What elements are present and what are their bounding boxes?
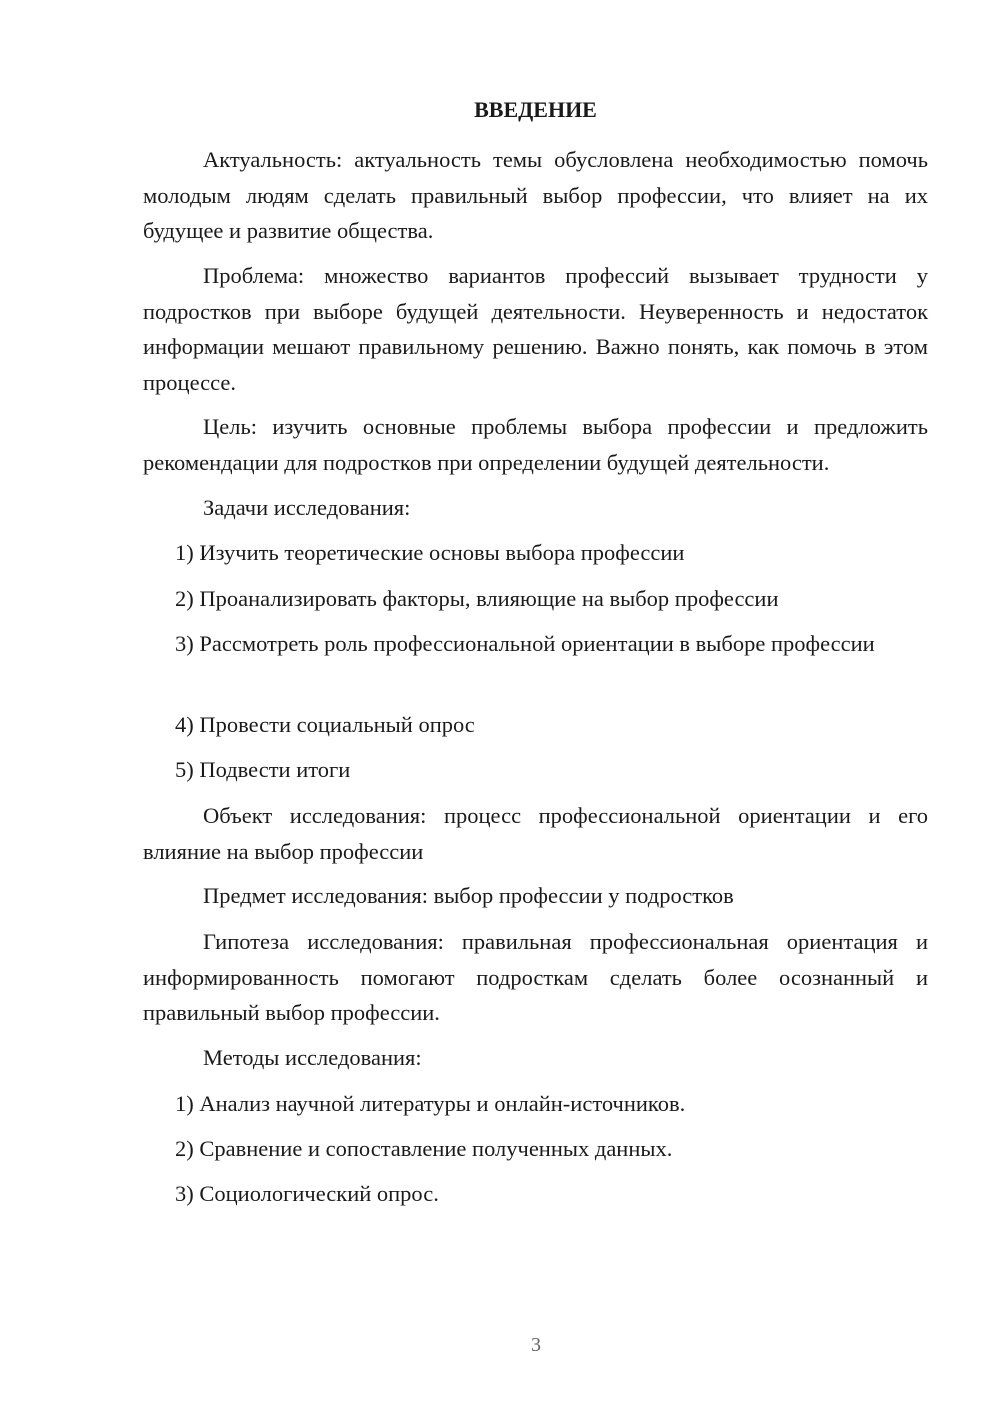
problem-paragraph: Проблема: множество вариантов профессий вызывает трудности у подростков при выборе будущей деятельности. Неуверенность и недостаток информации мешают правильному решению. Важно понять, как помочь в этом процессе. bbox=[143, 263, 928, 395]
relevance-paragraph: Актуальность: актуальность темы обусловлена необходимостью помочь молодым людям сделать правильный выбор профессии, что влияет на их будущее и развитие общества. bbox=[143, 147, 928, 243]
section-title: ВВЕДЕНИЕ bbox=[474, 97, 597, 122]
tasks-heading: Задачи исследования: bbox=[203, 495, 411, 520]
goal-paragraph: Цель: изучить основные проблемы выбора профессии и предложить рекомендации для подростков при определении будущей деятельности. bbox=[143, 414, 928, 475]
method-item-1: 1) Анализ научной литературы и онлайн-источников. bbox=[175, 1091, 686, 1116]
task-item-1: 1) Изучить теоретические основы выбора профессии bbox=[175, 540, 685, 565]
methods-heading: Методы исследования: bbox=[203, 1045, 422, 1070]
page-number: 3 bbox=[531, 1334, 541, 1356]
object-paragraph: Объект исследования: процесс профессиональной ориентации и его влияние на выбор профессии bbox=[143, 803, 928, 864]
task-item-3: 3) Рассмотреть роль профессиональной ориентации в выборе профессии bbox=[175, 631, 875, 656]
method-item-3: 3) Социологический опрос. bbox=[175, 1181, 439, 1206]
method-item-2: 2) Сравнение и сопоставление полученных данных. bbox=[175, 1136, 673, 1161]
subject-paragraph: Предмет исследования: выбор профессии у подростков bbox=[203, 883, 734, 908]
task-item-2: 2) Проанализировать факторы, влияющие на выбор профессии bbox=[175, 586, 779, 611]
task-item-5: 5) Подвести итоги bbox=[175, 757, 351, 782]
task-item-4: 4) Провести социальный опрос bbox=[175, 712, 475, 737]
hypothesis-paragraph: Гипотеза исследования: правильная профессиональная ориентация и информированность помогают подросткам сделать более осознанный и правильный выбор профессии. bbox=[143, 929, 928, 1025]
